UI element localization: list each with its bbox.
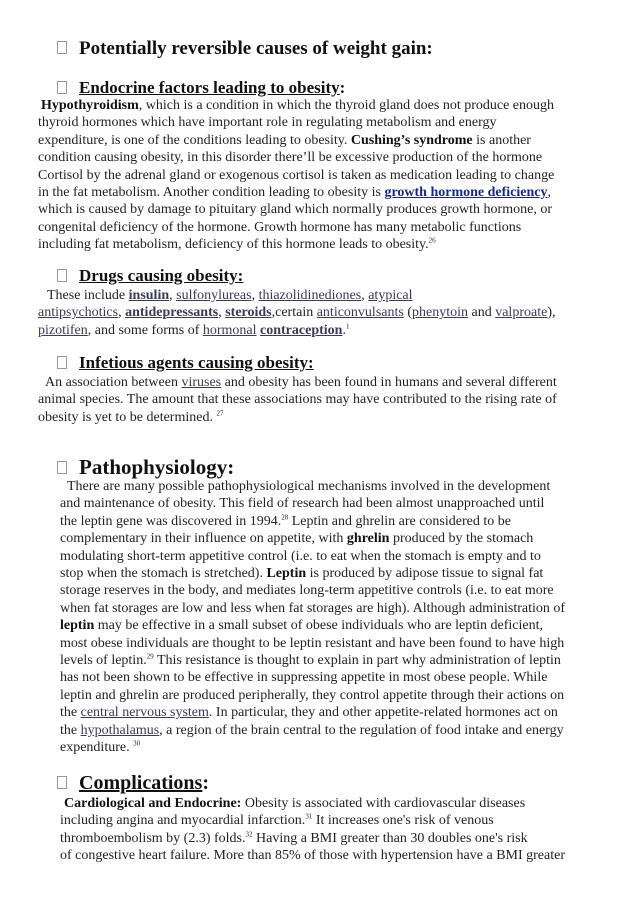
link-sulfonylureas[interactable]: sulfonylureas	[176, 288, 252, 303]
link-hormonal[interactable]: hormonal	[202, 322, 257, 338]
bullet-box-icon	[57, 356, 67, 369]
bullet-box-icon	[57, 81, 67, 94]
paragraph-endocrine: Hypothyroidism, which is a condition in which the thyroid gland does not produce enough thyroid hormones which have important role in regulating metabolism and energy expenditure, is one of the conditions leading to obesity. Cushing’s syndrome is another condition causing obesity, in this disorder there’ll be excessive production of the hormone Cortisol by the adrenal gland or exogenous cortisol is taken as medication leading to change in the fat metabolism. Another condition leading to obesity is growth hormone deficiency, which is caused by damage to pituitary gland which normally produces growth hormone, or congenital deficiency of the hormone. Growth hormone has many metabolic functions including fat metabolism, deficiency of this hormone leads to obesity.$^{26}$	[38, 98, 555, 253]
link-thiazolidinediones[interactable]: thiazolidinediones	[258, 288, 362, 303]
link-contraception[interactable]: contraception	[260, 322, 343, 338]
link-antidepressants[interactable]: antidepressants	[125, 305, 219, 321]
link-hypothalamus[interactable]: hypothalamus	[80, 722, 160, 738]
paragraph-drugs: These include insulin, sulfonylureas, thiazolidinediones, atypical antipsychotics, antidepressants, steroids,certain anticonvulsants (phenytoin and valproate), pizotifen, and some forms of hormonal contraception.$^1$	[38, 288, 556, 338]
link-antipsychotics[interactable]: antipsychotics	[38, 305, 119, 321]
bullet-box-icon	[57, 41, 67, 54]
link-valproate[interactable]: valproate	[495, 305, 548, 321]
link-pizotifen[interactable]: pizotifen	[38, 322, 88, 338]
paragraph-infectious: An association between viruses and obesity has been found in humans and several different animal species. The amount that these associations may have contributed to the rising rate of obesity is yet to be determined. $^{27}$	[38, 375, 557, 425]
paragraph-complications: Cardiological and Endocrine: Obesity is associated with cardiovascular diseases including angina and myocardial infarction.$^{31}$ It increases one's risk of venous thromboembolism by (2.3) folds.$^{32}$ Having a BMI greater than 30 doubles one's risk of congestive heart failure. More than 85% of those with hypertension have a BMI greater	[60, 796, 565, 864]
link-central-nervous-system[interactable]: central nervous system	[80, 705, 209, 721]
link-growth-hormone-deficiency[interactable]: growth hormone deficiency	[384, 185, 548, 201]
heading-complications: Complications:	[57, 772, 209, 795]
paragraph-pathophysiology: There are many possible pathophysiological mechanisms involved in the development and maintenance of obesity. This field of research had been almost unapproached until the leptin gene was discovered in 1994.28 Leptin and ghrelin are considered to be complementary in their influence on appetite, with ghrelin produced by the stomach modulating short-term appetitive control (i.e. to eat when the stomach is empty and to stop when the stomach is stretched). Leptin is produced by adipose tissue to signal fat storage reserves in the body, and mediates long-term appetitive controls (i.e. to eat more when fat storages are low and less when fat storages are high). Although administration of leptin may be effective in a small subset of obese individuals who are leptin deficient, most obese individuals are thought to be leptin resistant and have been found to have high levels of leptin.$^{29}$ This resistance is thought to explain in part why administration of leptin has not been shown to be effective in suppressing appetite in most obese people. While leptin and ghrelin are produced peripherally, they control appetite through their actions on the central nervous system. In particular, they and other appetite-related hormones act on the hypothalamus, a region of the brain central to the regulation of food intake and energy expenditure. $^{30}$	[60, 479, 566, 756]
bullet-box-icon	[57, 269, 67, 282]
link-anticonvulsants[interactable]: anticonvulsants	[316, 305, 404, 321]
bullet-box-icon	[57, 461, 67, 474]
link-steroids[interactable]: steroids	[225, 305, 272, 321]
heading-endocrine-factors: Endocrine factors leading to obesity:	[57, 78, 345, 98]
link-atypical[interactable]: atypical	[368, 288, 413, 303]
bullet-box-icon	[57, 776, 67, 789]
link-viruses[interactable]: viruses	[181, 375, 222, 390]
heading-drugs-obesity: Drugs causing obesity:	[57, 266, 243, 286]
heading-infectious-agents: Infetious agents causing obesity:	[57, 353, 314, 373]
heading-pathophysiology: Pathophysiology:	[57, 455, 234, 480]
link-phenytoin[interactable]: phenytoin	[412, 305, 468, 321]
link-insulin[interactable]: insulin	[128, 288, 170, 303]
heading-reversible-causes: Potentially reversible causes of weight gain:	[57, 38, 433, 60]
